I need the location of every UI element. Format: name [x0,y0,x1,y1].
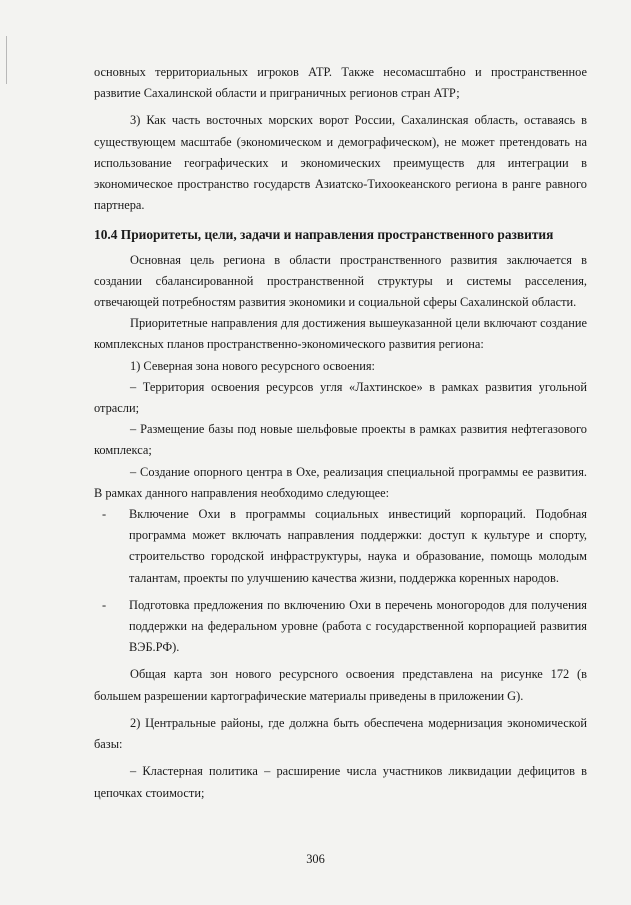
bullet-marker: - [102,597,107,612]
list-item-cluster-policy: – Кластерная политика – расширение числа участников ликвидации дефицитов в цепочках стоимости; [94,764,587,800]
bullet-item-monotowns [94,595,587,659]
bullet-text: Подготовка предложения по включению Охи в перечень моногородов для получения поддержки на федеральном уровне (работа с государственной корпорацией развития ВЭБ.РФ). [129,597,587,655]
scan-artifact-line [6,36,7,84]
list-item-shelf-base: – Размещение базы под новые шельфовые проекты в рамках развития нефтегазового комплекса; [94,422,587,458]
bullet-text: Включение Охи в программы социальных инвестиций корпораций. Подобная программа может включать направления поддержки: доступ к культуре и спорту, строительство городской инфраструктуры, наука и образование, помощь молодым талантам, проекты по улучшению качества жизни, поддержка коренных народов. [129,507,587,585]
page-number: 306 [306,852,325,866]
list-item-coal: – Территория освоения ресурсов угля «Лахтинское» в рамках развития угольной отрасли; [94,379,587,416]
list-item-okha-center: – Создание опорного центра в Охе, реализация специальной программы ее развития. В рамках данного направления необходимо следующее: [94,464,587,500]
paragraph-point-3: 3) Как часть восточных морских ворот России, Сахалинская область, оставаясь в существующем масштабе (экономическом и демографическом), не может претендовать на использование географических и экономических преимуществ для интеграции в экономическое пространство государств Азиатско-Тихоокеанского региона в ранге равного партнера. [94,113,587,213]
section-heading: 10.4 Приоритеты, цели, задачи и направления пространственного развития [94,227,554,243]
paragraph-continuation: основных территориальных игроков АТР. Также несомасштабно и пространственное развитие Сахалинской области и приграничных регионов стран АТР; [94,65,587,101]
list-item-north-zone: 1) Северная зона нового ресурсного освоения: [130,358,375,373]
list-item-central-districts: 2) Центральные районы, где должна быть обеспечена модернизация экономической базы: [94,715,587,752]
bullet-marker: - [102,507,107,522]
paragraph-priority-directions: Приоритетные направления для достижения вышеуказанной цели включают создание комплексных планов пространственно-экономического развития региона: [94,316,587,352]
paragraph-main-goal: Основная цель региона в области пространственного развития заключается в создании сбалансированной пространственной структуры и системы расселения, отвечающей потребностям развития экономики и социальной сферы Сахалинской области. [94,252,587,310]
bullet-item-social-investments [94,504,587,589]
paragraph-map-reference: Общая карта зон нового ресурсного освоения представлена на рисунке 172 (в большем разрешении картографические материалы приведены в приложении G). [94,667,587,703]
